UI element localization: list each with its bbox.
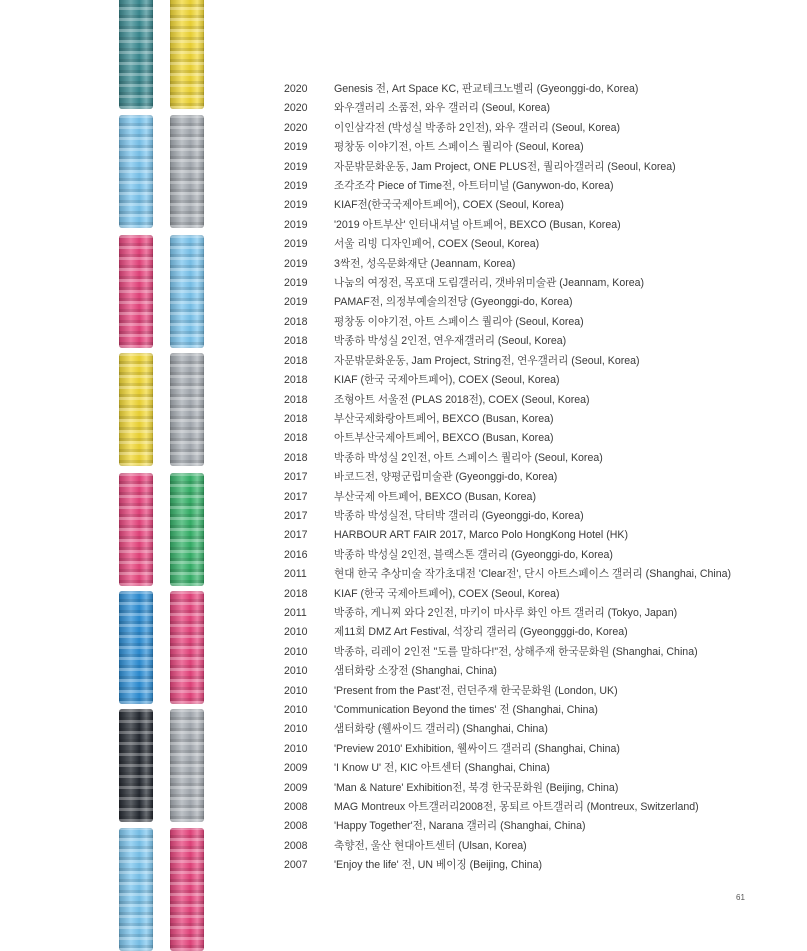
exhibition-year: 2019: [284, 160, 308, 173]
exhibition-row: [284, 759, 731, 778]
exhibition-year: 2019: [284, 277, 308, 290]
exhibition-row: [284, 235, 731, 254]
strip-segment: [119, 591, 153, 704]
strip-segment: [119, 353, 153, 466]
exhibition-year: 2018: [284, 354, 308, 367]
exhibition-title: 3싹전, 성옥문화재단 (Jeannam, Korea): [334, 257, 516, 270]
exhibition-year: 2019: [284, 257, 308, 270]
exhibition-year: 2020: [284, 102, 308, 115]
exhibition-year: 2010: [284, 665, 308, 678]
exhibition-year: 2020: [284, 83, 308, 95]
exhibition-title: 박종하 박성실 2인전, 블랙스톤 갤러리 (Gyeonggi-do, Korea): [334, 548, 613, 561]
exhibition-row: [284, 817, 731, 836]
exhibition-title: 박종하 박성실 2인전, 아트 스페이스 퀄리아 (Seoul, Korea): [334, 451, 603, 464]
exhibition-row: [284, 604, 731, 623]
exhibition-year: 2019: [284, 296, 308, 309]
exhibition-title: 바코드전, 양평군립미술관 (Gyeonggi-do, Korea): [334, 471, 558, 484]
exhibition-year: 2018: [284, 315, 308, 328]
exhibition-year: 2017: [284, 529, 308, 542]
exhibition-title: 샘터화랑 소장전 (Shanghai, China): [334, 665, 497, 678]
exhibition-title: 현대 한국 추상미술 작가초대전 'Clear전', 단시 아트스페이스 갤러리 (Shanghai, China): [334, 568, 732, 581]
exhibition-year: 2007: [284, 859, 308, 872]
exhibition-title: 조형아트 서울전 (PLAS 2018전), COEX (Seoul, Korea): [334, 393, 590, 406]
exhibition-year: 2008: [284, 820, 308, 833]
exhibition-row: [284, 158, 731, 177]
exhibition-year: 2019: [284, 218, 308, 231]
exhibition-year: 2019: [284, 180, 308, 193]
exhibition-row: [284, 391, 731, 410]
exhibition-year: 2018: [284, 412, 308, 425]
exhibition-year: 2010: [284, 684, 308, 697]
exhibition-title: 와우갤러리 소품전, 와우 갤러리 (Seoul, Korea): [334, 102, 551, 115]
strip-segment: [119, 828, 153, 951]
exhibition-row: [284, 274, 731, 293]
strip-segment: [119, 473, 153, 586]
exhibition-row: [284, 701, 731, 720]
exhibition-row: [284, 565, 731, 584]
exhibition-year: 2009: [284, 762, 308, 775]
exhibition-row: [284, 80, 731, 99]
exhibition-title: 나눔의 여정전, 목포대 도림갤러리, 갯바위미술관 (Jeannam, Korea): [334, 277, 645, 290]
exhibition-year: 2017: [284, 509, 308, 522]
exhibition-title: 조각조각 Piece of Time전, 아트터미널 (Ganywon-do, Korea): [334, 180, 614, 193]
exhibition-row: [284, 682, 731, 701]
exhibition-title: 서울 리빙 디자인페어, COEX (Seoul, Korea): [334, 238, 540, 251]
exhibition-title: 부산국제화랑아트페어, BEXCO (Busan, Korea): [334, 412, 554, 425]
exhibition-row: [284, 371, 731, 390]
page-number: 61: [736, 893, 745, 902]
exhibition-row: [284, 740, 731, 759]
exhibition-row: [284, 507, 731, 526]
exhibition-title: 평창동 이야기전, 아트 스페이스 퀄리아 (Seoul, Korea): [334, 315, 584, 328]
exhibition-title: KIAF (한국 국제아트페어), COEX (Seoul, Korea): [334, 587, 560, 600]
exhibition-title: 이인삼각전 (박성실 박종하 2인전), 와우 갤러리 (Seoul, Korea): [334, 121, 621, 134]
exhibition-row: [284, 643, 731, 662]
exhibition-year: 2019: [284, 141, 308, 154]
exhibition-year: 2020: [284, 121, 308, 134]
exhibition-title: 자문밖문화운동, Jam Project, String전, 연우갤러리 (Seoul, Korea): [334, 354, 640, 367]
exhibition-title: KIAF (한국 국제아트페어), COEX (Seoul, Korea): [334, 374, 560, 387]
exhibition-row: [284, 313, 731, 332]
exhibition-row: [284, 623, 731, 642]
exhibition-row: [284, 99, 731, 118]
strip-segment: [119, 235, 153, 348]
exhibition-year: 2019: [284, 238, 308, 251]
exhibition-title: 박종하 박성실 2인전, 연우재갤러리 (Seoul, Korea): [334, 335, 567, 348]
strip-segment: [170, 353, 204, 466]
exhibition-title: Genesis 전, Art Space KC, 판교테크노벨리 (Gyeonggi-do, Korea): [334, 83, 639, 95]
exhibition-title: KIAF전(한국국제아트페어), COEX (Seoul, Korea): [334, 199, 564, 212]
exhibition-row: [284, 410, 731, 429]
exhibition-year: 2019: [284, 199, 308, 212]
strip-segment: [170, 828, 204, 951]
exhibition-title: 'Preview 2010' Exhibition, 웰싸이드 갤러리 (Shanghai, China): [334, 742, 620, 755]
exhibition-row: [284, 798, 731, 817]
exhibition-title: 박종하, 리레이 2인전 "도를 말하다!"전, 상해주재 한국문화원 (Shanghai, China): [334, 645, 698, 658]
exhibition-title: 'I Know U' 전, KIC 아트센터 (Shanghai, China): [334, 762, 550, 775]
exhibition-title: 박종하, 게니찌 와다 2인전, 마키이 마사루 화인 아트 갤러리 (Tokyo, Japan): [334, 606, 678, 619]
strip-segment: [170, 473, 204, 586]
exhibition-year: 2018: [284, 432, 308, 445]
exhibition-row: [284, 837, 731, 856]
strip-segment: [170, 591, 204, 704]
exhibition-row: [284, 449, 731, 468]
exhibition-title: 샘터화랑 (웰싸이드 갤러리) (Shanghai, China): [334, 723, 548, 736]
exhibition-year: 2017: [284, 490, 308, 503]
exhibition-row: [284, 177, 731, 196]
left-art-strip: [119, 0, 153, 945]
exhibition-year: 2016: [284, 548, 308, 561]
exhibition-year: 2018: [284, 587, 308, 600]
exhibition-year: 2010: [284, 645, 308, 658]
exhibition-title: MAG Montreux 아트갤러리2008전, 몽퇴르 아트갤러리 (Montreux, Switzerland): [334, 801, 699, 814]
exhibition-title: 제11회 DMZ Art Festival, 석장리 갤러리 (Gyeongggi-do, Korea): [334, 626, 628, 639]
exhibition-row: [284, 196, 731, 215]
strip-segment: [170, 235, 204, 348]
exhibition-year: 2008: [284, 839, 308, 852]
exhibition-row: [284, 352, 731, 371]
exhibition-title: PAMAF전, 의정부예술의전당 (Gyeonggi-do, Korea): [334, 296, 573, 309]
exhibition-row: [284, 546, 731, 565]
exhibition-row: [284, 255, 731, 274]
exhibition-title: 'Happy Together'전, Narana 갤러리 (Shanghai, China): [334, 820, 586, 833]
exhibition-title: '2019 아트부산' 인터내셔널 아트페어, BEXCO (Busan, Korea): [334, 218, 621, 231]
exhibition-row: [284, 856, 731, 875]
exhibition-title: 박종하 박성실전, 닥터박 갤러리 (Gyeonggi-do, Korea): [334, 509, 584, 522]
exhibition-title: 축향전, 울산 현대아트센터 (Ulsan, Korea): [334, 839, 527, 852]
exhibition-row: [284, 526, 731, 545]
strip-segment: [119, 709, 153, 822]
exhibition-year: 2011: [284, 606, 307, 619]
exhibition-row: [284, 720, 731, 739]
exhibition-row: [284, 216, 731, 235]
exhibition-year: 2018: [284, 451, 308, 464]
exhibition-row: [284, 293, 731, 312]
exhibition-year: 2018: [284, 335, 308, 348]
exhibition-year: 2018: [284, 374, 308, 387]
exhibition-title: 평창동 이야기전, 아트 스페이스 퀄리아 (Seoul, Korea): [334, 141, 584, 154]
exhibition-year: 2010: [284, 626, 308, 639]
exhibition-row: [284, 779, 731, 798]
exhibition-year: 2008: [284, 801, 308, 814]
exhibition-row: [284, 468, 731, 487]
strip-segment: [119, 0, 153, 109]
exhibition-title: 'Man & Nature' Exhibition전, 북경 한국문화원 (Beijing, China): [334, 781, 619, 794]
exhibition-year: 2018: [284, 393, 308, 406]
exhibition-year: 2010: [284, 742, 308, 755]
right-art-strip: [170, 0, 204, 945]
strip-segment: [170, 115, 204, 228]
exhibition-year: 2009: [284, 781, 308, 794]
exhibition-row: [284, 332, 731, 351]
exhibition-title: 'Present from the Past'전, 런던주재 한국문화원 (London, UK): [334, 684, 618, 697]
exhibition-title: 아트부산국제아트페어, BEXCO (Busan, Korea): [334, 432, 554, 445]
exhibition-row: [284, 662, 731, 681]
exhibition-row: [284, 138, 731, 157]
exhibition-title: 자문밖문화운동, Jam Project, ONE PLUS전, 퀄리아갤러리 (Seoul, Korea): [334, 160, 676, 173]
exhibition-title: 'Communication Beyond the times' 전 (Shanghai, China): [334, 704, 598, 716]
exhibition-title: 'Enjoy the life' 전, UN 베이징 (Beijing, China): [334, 859, 543, 872]
exhibition-row: [284, 119, 731, 138]
strip-segment: [170, 709, 204, 822]
exhibition-year: 2011: [284, 568, 307, 581]
exhibition-year: 2010: [284, 723, 308, 736]
strip-segment: [170, 0, 204, 109]
exhibition-row: [284, 429, 731, 448]
exhibition-year: 2010: [284, 704, 308, 716]
strip-segment: [119, 115, 153, 228]
exhibition-row: [284, 585, 731, 604]
exhibition-year: 2017: [284, 471, 308, 484]
exhibition-title: 부산국제 아트페어, BEXCO (Busan, Korea): [334, 490, 536, 503]
exhibition-row: [284, 488, 731, 507]
exhibition-title: HARBOUR ART FAIR 2017, Marco Polo HongKong Hotel (HK): [334, 529, 629, 542]
exhibition-list: [284, 80, 731, 876]
